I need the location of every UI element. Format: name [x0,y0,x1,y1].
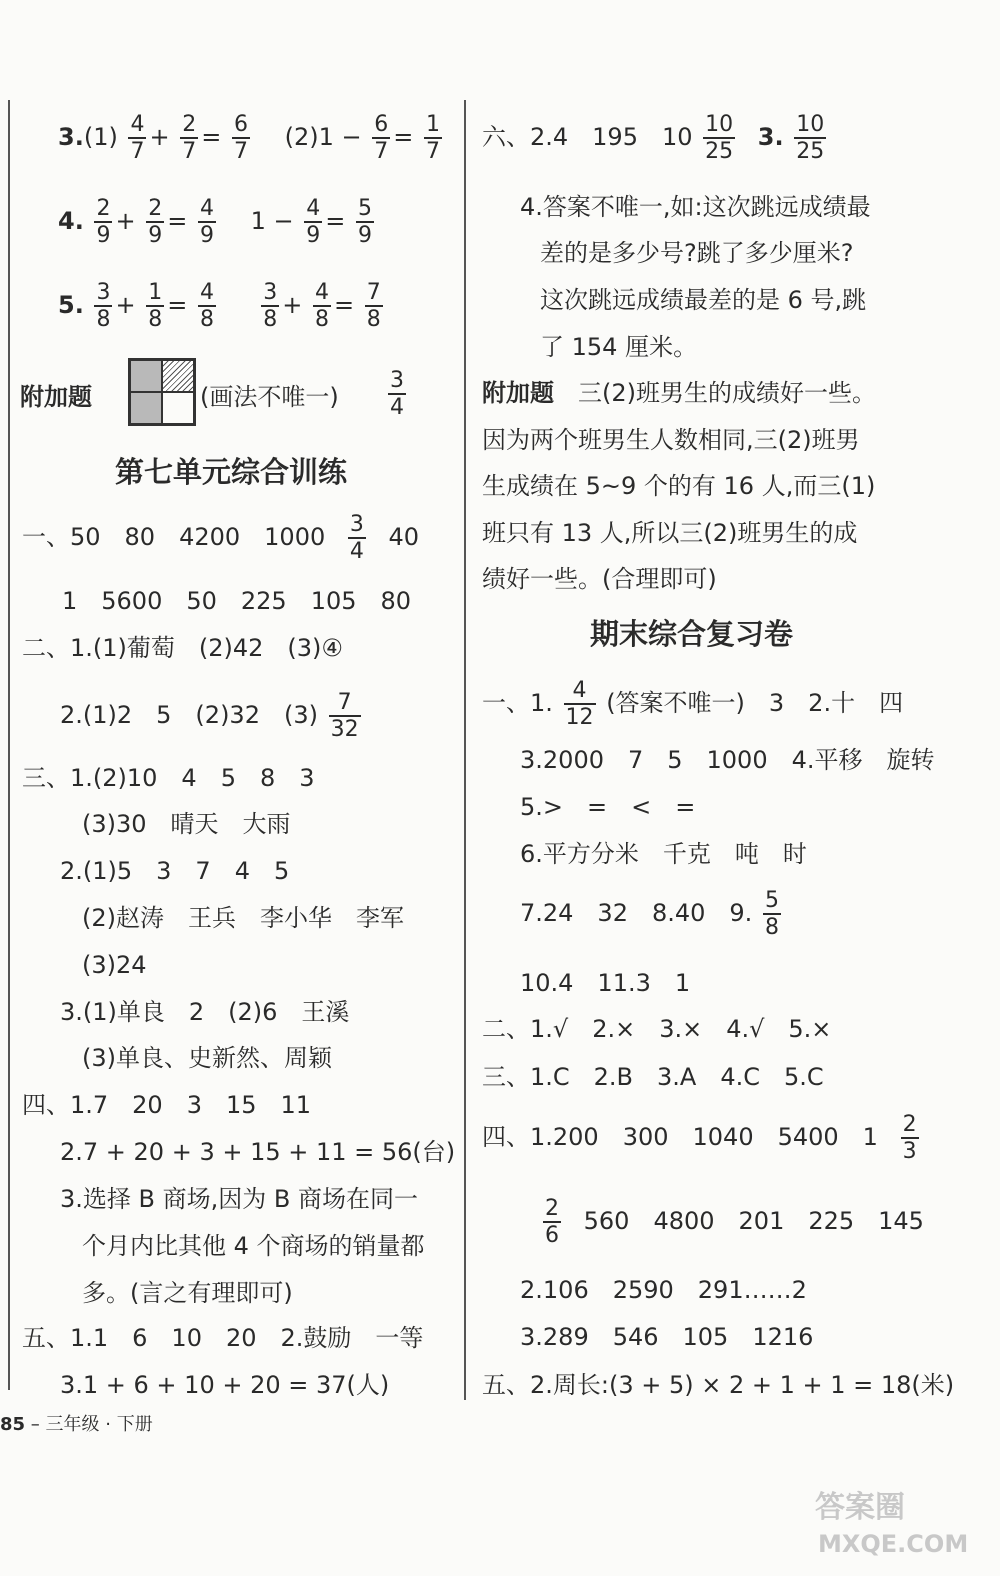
final-q1-5: 5.> = < = [520,793,696,821]
right-q4-b: 差的是多少号?跳了多少厘米? [540,239,854,267]
unit7-q3-2: 2.(1)5 3 7 4 5 [60,857,290,885]
page-number: 85 [0,1414,26,1435]
unit7-q2-2: 2.(1)2 5 (2)32 (3) $\frac{7}{32}$ [60,690,359,742]
extra-answer [385,368,409,420]
item-number: 4. [58,207,84,235]
fraction: $\frac{3}{8}$ [263,280,278,332]
blank-cell [162,392,194,424]
fraction: $\frac{3}{4}$ [349,512,364,564]
hatched-cell [162,360,194,392]
unit7-q3-2c: (3)24 [82,951,147,979]
final-q2: 二、1.√ 2.× 3.× 4.√ 5.× [482,1015,832,1043]
final-q1-6: 6.平方分米 千克 吨 时 [520,840,807,868]
watermark-url: MXQE.COM [818,1530,969,1558]
item-number: 3. [58,123,84,151]
final-q1-1: 一、1. $\frac{4}{12}$ (答案不唯一) 3 2.十 四 [482,678,904,730]
unit7-q4-1: 四、1.7 20 3 15 11 [22,1091,312,1119]
fraction: $\frac{3}{4}$ [390,368,404,420]
unit7-q4-3c: 多。(言之有理即可) [82,1279,293,1307]
sub-label: (1) [83,123,118,151]
unit7-q2-1: 二、1.(1)葡萄 (2)42 (3)④ [22,634,343,662]
right-q4-d: 了 154 厘米。 [540,333,698,361]
sub-label: (2)1 − [284,123,362,151]
fraction: $\frac{6}{7}$ [233,112,248,164]
fraction: $\frac{2}{7}$ [182,112,197,164]
final-q5-2: 五、2.周长:(3 + 5) × 2 + 1 + 1 = 18(米) [482,1371,955,1399]
footer-dash: – [30,1414,40,1435]
page-footer [0,1410,153,1436]
fraction: $\frac{1}{7}$ [426,112,441,164]
fraction: $\frac{4}{12}$ [565,678,594,730]
unit7-q3-1: 三、1.(2)10 4 5 8 3 [22,764,315,792]
right-q6-line: 六、2.4 195 10 $\frac{10}{25}$ 3. $\frac{10}{25}$ [482,112,825,164]
right-extra-d: 班只有 13 人,所以三(2)班男生的成 [482,519,858,547]
unit7-q1-line1: 一、50 80 4200 1000 $\frac{3}{4}$ 40 [22,512,420,564]
fraction: $\frac{5}{9}$ [358,196,373,248]
fraction: $\frac{1}{8}$ [148,280,163,332]
unit7-q3-1b: (3)30 晴天 大雨 [82,810,291,838]
shaded-cell [130,392,162,424]
right-extra-b: 因为两个班男生人数相同,三(2)班男 [482,426,860,454]
section-title-final: 期末综合复习卷 [590,617,794,651]
unit7-q5-3: 3.1 + 6 + 10 + 20 = 37(人) [60,1371,390,1399]
fraction: $\frac{4}{8}$ [199,280,214,332]
answer-line-5: 5. $\frac{3}{8}$ + $\frac{1}{8}$ = $\frac{4}{8}$ $\frac{3}{8}$ + $\frac{4}{8}$ = $\frac{7}{8}$ [58,280,381,332]
shaded-square-figure [128,358,196,426]
right-q4-a: 4.答案不唯一,如:这次跳远成绩最 [520,193,871,221]
final-q1-3: 3.2000 7 5 1000 4.平移 旋转 [520,746,935,774]
right-extra-c: 生成绩在 5~9 个的有 16 人,而三(1) [482,472,876,500]
fraction: $\frac{10}{25}$ [796,112,825,164]
left-margin-rule [8,100,10,1390]
final-q4-1b: $\frac{2}{6}$ 560 4800 201 225 145 [545,1196,924,1248]
fraction: $\frac{7}{32}$ [330,690,359,742]
fraction: $\frac{6}{7}$ [374,112,389,164]
item-number: 5. [58,291,84,319]
unit7-q3-2b: (2)赵涛 王兵 李小华 李军 [82,904,404,932]
extra-note: (画法不唯一) [200,383,339,411]
unit7-q5-1: 五、1.1 6 10 20 2.鼓励 一等 [22,1324,424,1352]
grade-label: 三年级 · 下册 [45,1414,153,1435]
unit7-q4-2: 2.7 + 20 + 3 + 15 + 11 = 56(台) [60,1138,456,1166]
unit7-q3-3: 3.(1)单良 2 (2)6 王溪 [60,998,350,1026]
column-divider [464,100,466,1400]
fraction: $\frac{4}{7}$ [130,112,145,164]
fraction: $\frac{10}{25}$ [705,112,734,164]
final-q1-7: 7.24 32 8.40 9. $\frac{5}{8}$ [520,888,779,940]
fraction: $\frac{7}{8}$ [366,280,381,332]
right-extra-line1: 附加题 三(2)班男生的成绩好一些。 [482,379,876,407]
answer-line-4: 4. $\frac{2}{9}$ + $\frac{2}{9}$ = $\frac{4}{9}$ 1 − $\frac{4}{9}$ = $\frac{5}{9}$ [58,196,373,248]
fraction: $\frac{4}{9}$ [199,196,214,248]
fraction: $\frac{2}{9}$ [96,196,111,248]
final-q3: 三、1.C 2.B 3.A 4.C 5.C [482,1063,824,1091]
unit7-q1-line2: 1 5600 50 225 105 80 [62,587,412,615]
unit7-q4-3a: 3.选择 B 商场,因为 B 商场在同一 [60,1185,418,1213]
final-q1-10: 10.4 11.3 1 [520,969,691,997]
fraction: $\frac{2}{3}$ [902,1112,917,1164]
fraction: $\frac{4}{9}$ [306,196,321,248]
unit7-q4-3b: 个月内比其他 4 个商场的销量都 [82,1232,425,1260]
final-q4-1: 四、1.200 300 1040 5400 1 $\frac{2}{3}$ [482,1112,917,1164]
shaded-cell [130,360,162,392]
section-title-unit7: 第七单元综合训练 [115,455,348,489]
right-q4-c: 这次跳远成绩最差的是 6 号,跳 [540,286,867,314]
fraction: $\frac{5}{8}$ [764,888,779,940]
expression-text: 1 − [250,207,294,235]
final-q4-2: 2.106 2590 291……2 [520,1276,807,1304]
unit7-q3-3b: (3)单良、史新然、周颖 [82,1044,332,1072]
extra-question-label: 附加题 [20,383,92,411]
final-q4-3: 3.289 546 105 1216 [520,1323,814,1351]
answer-line-3: 3.(1) $\frac{4}{7}$ + $\frac{2}{7}$ = $\frac{6}{7}$ (2)1 − $\frac{6}{7}$ = $\frac{1}{7}$ [58,112,441,164]
right-extra-e: 绩好一些。(合理即可) [482,565,717,593]
fraction: $\frac{2}{6}$ [545,1196,559,1248]
watermark-logo: 答案圈 [815,1490,905,1525]
fraction: $\frac{2}{9}$ [148,196,163,248]
fraction: $\frac{4}{8}$ [315,280,329,332]
fraction: $\frac{3}{8}$ [96,280,111,332]
